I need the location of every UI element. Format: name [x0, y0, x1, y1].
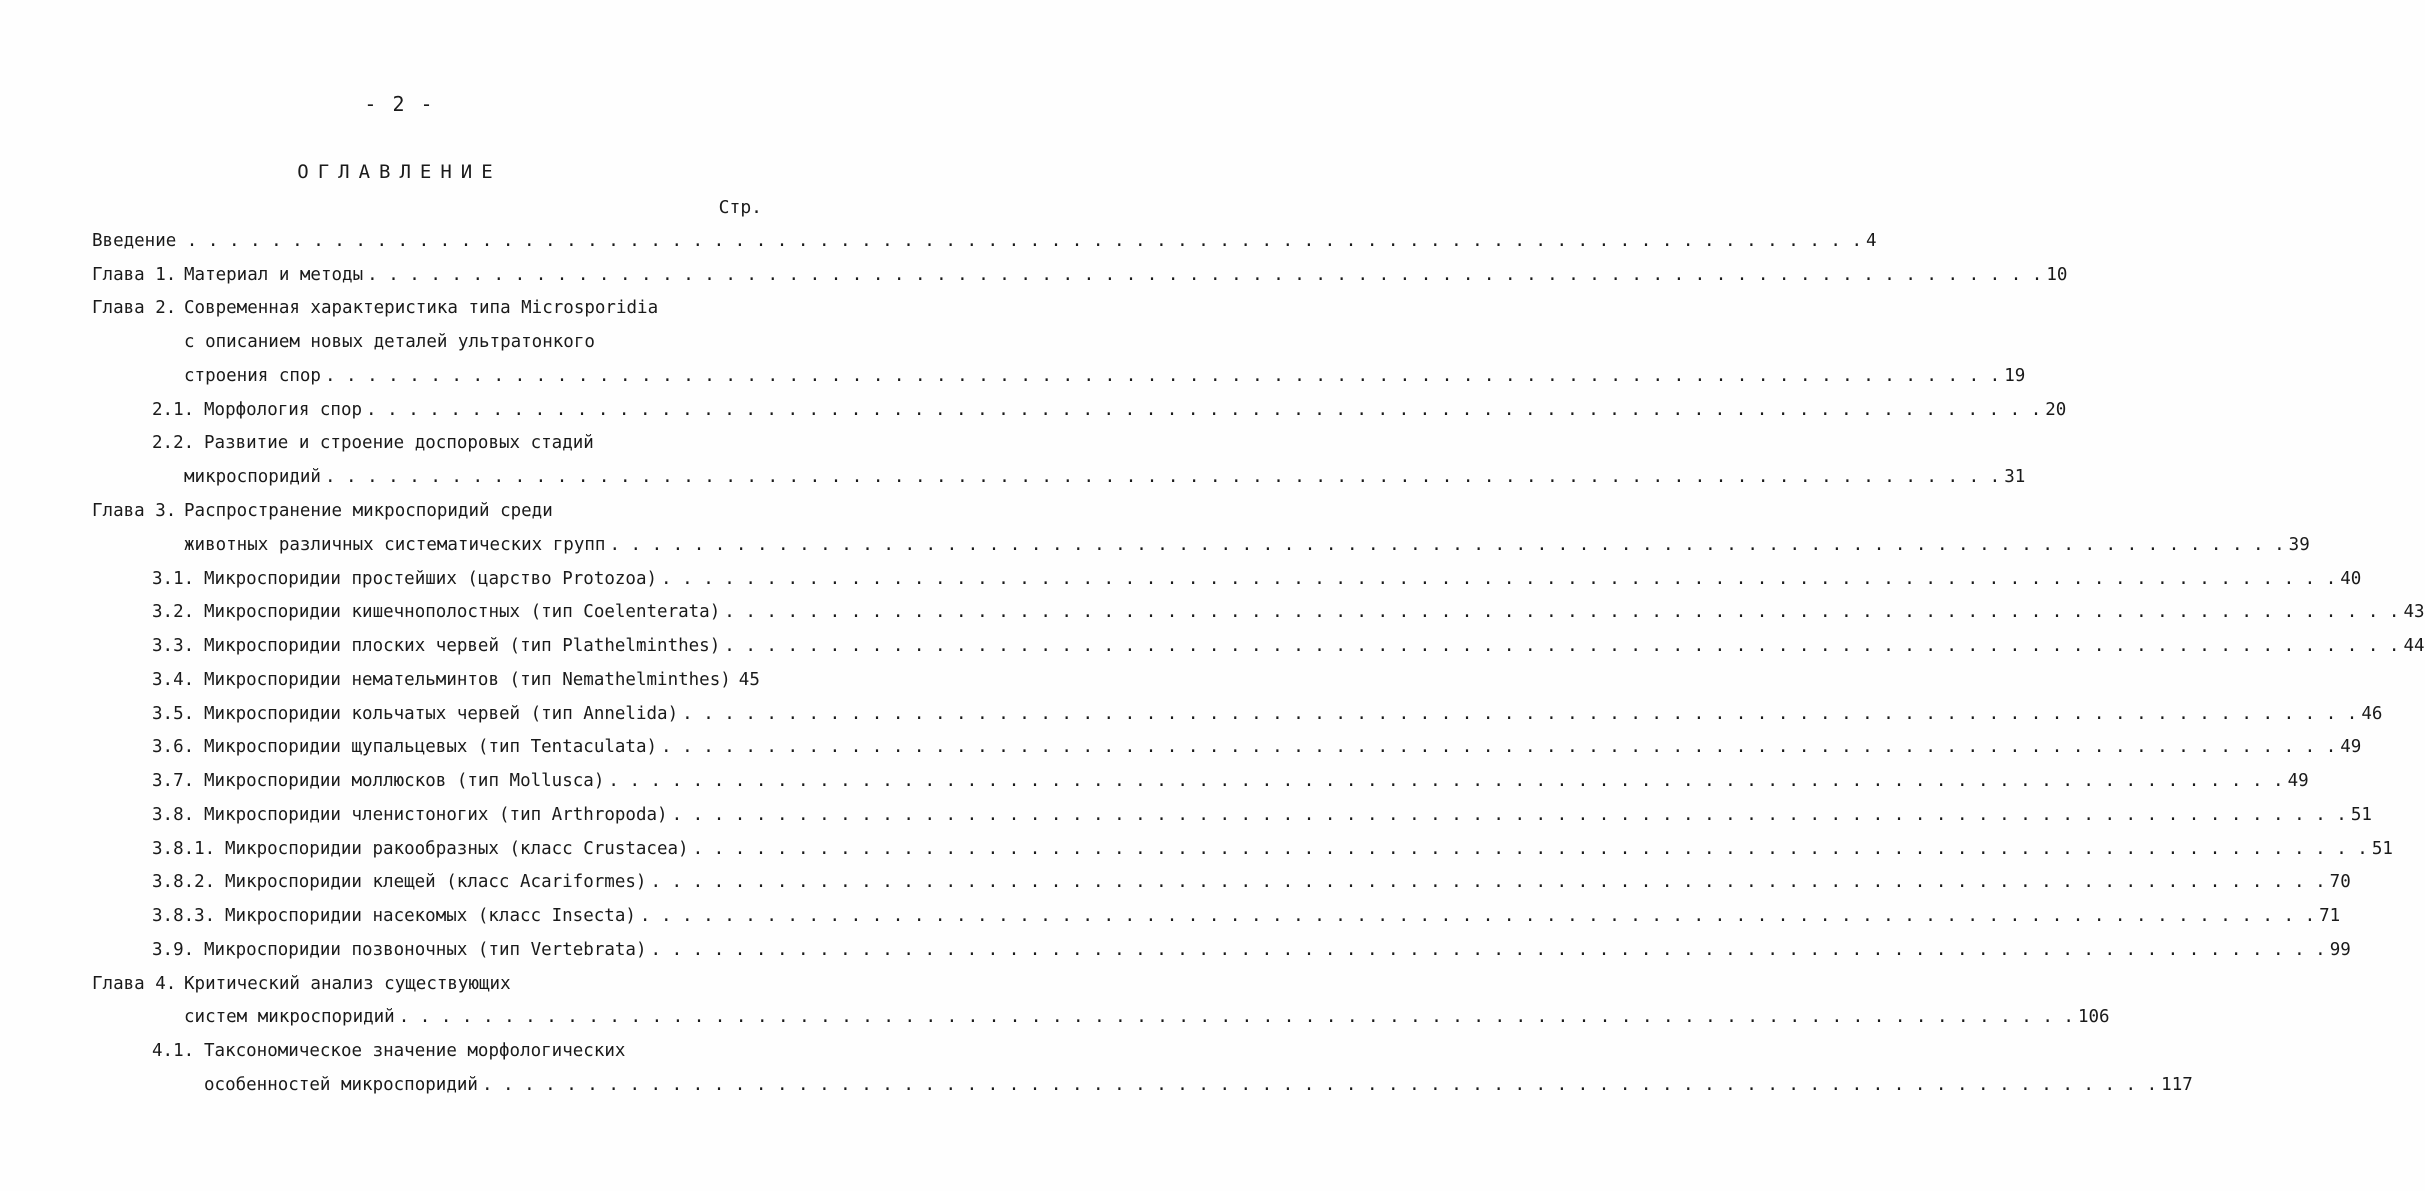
- toc-entry-title: Микроспоридии моллюсков (тип Mollusca): [204, 771, 605, 791]
- toc-entry-number: 3.1.: [152, 569, 195, 589]
- toc-page-number: 51: [2350, 805, 2372, 825]
- dot-leader: . . . . . . . . . . . . . . . . . . . . . . . . . . . . . . . . . . . . . . . . . . . . . . . . . . . . . . . . . . . . . . . . . . . . . . . . . . . . . . . .: [481, 1075, 2158, 1095]
- toc-entry-number: 3.8.: [152, 805, 195, 825]
- toc-entry-number: Глава 2.: [92, 298, 177, 318]
- toc-entry-title: Микроспоридии плоских червей (тип Plathelminthes): [204, 636, 721, 656]
- toc-entry: [184, 971, 756, 997]
- toc-entry: [204, 1072, 2193, 1098]
- toc-entry-number: Глава 1.: [92, 265, 177, 285]
- toc-entry: [204, 667, 760, 693]
- toc-page-number: 99: [2329, 940, 2351, 960]
- toc-page-number: 20: [2045, 400, 2067, 420]
- toc-entry-title: Современная характеристика типа Microsporidia: [184, 298, 659, 318]
- toc-page-number: 19: [2004, 366, 2026, 386]
- toc-entry: [204, 633, 2425, 659]
- dot-leader: . . . . . . . . . . . . . . . . . . . . . . . . . . . . . . . . . . . . . . . . . . . . . . . . . . . . . . . . . . . . . . . . . . . . . . . . . . . . . . . .: [609, 535, 2285, 555]
- toc-entry: [204, 768, 2309, 794]
- toc-entry-number: 3.8.1.: [152, 839, 216, 859]
- dot-leader: . . . . . . . . . . . . . . . . . . . . . . . . . . . . . . . . . . . . . . . . . . . . . . . . . . . . . . . . . . . . . . . . . . . . . . . . . . . . . . . .: [324, 366, 2001, 386]
- dot-leader: . . . . . . . . . . . . . . . . . . . . . . . . . . . . . . . . . . . . . . . . . . . . . . . . . . . . . . . . . . . . . . . . . . . . . . . . . . . . . . . .: [724, 602, 2400, 622]
- toc-entry-title: Морфология спор: [204, 400, 363, 420]
- toc-entry: [204, 937, 2351, 963]
- toc-entry: [225, 869, 2351, 895]
- toc-entry-number: 3.3.: [152, 636, 195, 656]
- dot-leader: . . . . . . . . . . . . . . . . . . . . . . . . . . . . . . . . . . . . . . . . . . . . . . . . . . . . . . . . . . . . . . . . . . . . . . . . . . . . . . . .: [639, 906, 2316, 926]
- toc-entry-title: Микроспоридии кольчатых червей (тип Annelida): [204, 704, 679, 724]
- dot-leader: . . . . . . . . . . . . . . . . . . . . . . . . . . . . . . . . . . . . . . . . . . . . . . . . . . . . . . . . . . . . . . . . . . . . . . . . . . . . . . . .: [682, 704, 2358, 724]
- toc-entry-title: особенностей микроспоридий: [204, 1075, 478, 1095]
- toc-entry: [204, 1038, 756, 1064]
- toc-page-number: 40: [2340, 569, 2362, 589]
- page-number: - 2 -: [364, 92, 435, 116]
- dot-leader: . . . . . . . . . . . . . . . . . . . . . . . . . . . . . . . . . . . . . . . . . . . . . . . . . . . . . . . . . . . . . . . . . . . . . . . . . . . . . . . .: [324, 467, 2001, 487]
- toc-entry: [204, 599, 2425, 625]
- toc-page-number: 106: [2077, 1007, 2110, 1027]
- page-column-header: Стр.: [718, 197, 762, 218]
- dot-leader: . . . . . . . . . . . . . . . . . . . . . . . . . . . . . . . . . . . . . . . . . . . . . . . . . . . . . . . . . . . . . . . . . . . . . . . . . . . . . . . .: [650, 940, 2326, 960]
- toc-entry: [204, 430, 756, 456]
- toc-page-number: 117: [2161, 1075, 2193, 1095]
- toc-entry-title: Микроспоридии насекомых (класс Insecta): [225, 906, 636, 926]
- toc-entry: [184, 498, 756, 524]
- toc-entry: [184, 329, 756, 355]
- toc-page-number: 71: [2319, 906, 2341, 926]
- toc-entry-number: Глава 4.: [92, 974, 177, 994]
- toc-entry: [184, 363, 2026, 389]
- toc-entry: [204, 802, 2372, 828]
- toc-entry-number: 3.4.: [152, 670, 195, 690]
- toc-entry-title: с описанием новых деталей ультратонкого: [184, 332, 595, 352]
- toc-page-number: 51: [2371, 839, 2393, 859]
- toc-entry-title: Развитие и строение доспоровых стадий: [204, 433, 594, 453]
- toc-entry-number: 3.6.: [152, 737, 195, 757]
- toc-entry-title: Микроспоридии щупальцевых (тип Tentaculata): [204, 737, 658, 757]
- toc-entry: [183, 228, 1877, 254]
- dot-leader: . . . . . . . . . . . . . . . . . . . . . . . . . . . . . . . . . . . . . . . . . . . . . . . . . . . . . . . . . . . . . . . . . . . . . . . . . . . . . . . .: [724, 636, 2400, 656]
- toc-entry-number: 3.9.: [152, 940, 195, 960]
- dot-leader: . . . . . . . . . . . . . . . . . . . . . . . . . . . . . . . . . . . . . . . . . . . . . . . . . . . . . . . . . . . . . . . . . . . . . . . . . . . . . . . .: [366, 400, 2042, 420]
- toc-entry-title: строения спор: [184, 366, 321, 386]
- toc-entry-title: Микроспоридии простейших (царство Protozoa): [204, 569, 658, 589]
- toc-entry: [204, 734, 2362, 760]
- toc-entry-number: 3.8.2.: [152, 872, 216, 892]
- toc-entry-number: 2.2.: [152, 433, 195, 453]
- toc-page-number: 10: [2046, 265, 2068, 285]
- dot-leader: . . . . . . . . . . . . . . . . . . . . . . . . . . . . . . . . . . . . . . . . . . . . . . . . . . . . . . . . . . . . . . . . . . . . . . . . . . . . . . . .: [692, 839, 2368, 859]
- toc-entry-title: Распространение микроспоридий среди: [184, 501, 553, 521]
- toc-entry-number: 3.8.3.: [152, 906, 216, 926]
- dot-leader: . . . . . . . . . . . . . . . . . . . . . . . . . . . . . . . . . . . . . . . . . . . . . . . . . . . . . . . . . . . . . . . . . . . . . . . . . . . . . . . .: [661, 737, 2337, 757]
- toc-entry: [225, 836, 2393, 862]
- toc-entry: [204, 701, 2383, 727]
- toc-entry-title: Микроспоридии позвоночных (тип Vertebrata): [204, 940, 647, 960]
- dot-leader: . . . . . . . . . . . . . . . . . . . . . . . . . . . . . . . . . . . . . . . . . . . . . . . . . . . . . . . . . . . . . . . . . . . . . . . . . . . . . . . .: [661, 569, 2337, 589]
- toc-page-number: 39: [2288, 535, 2310, 555]
- dot-leader: . . . . . . . . . . . . . . . . . . . . . . . . . . . . . . . . . . . . . . . . . . . . . . . . . . . . . . . . . . . . . . . . . . . . . . . . . . . . . . . .: [367, 265, 2043, 285]
- toc-page-number: 49: [2287, 771, 2309, 791]
- toc-entry-title: Микроспоридии кишечнополостных (тип Coelenterata): [204, 602, 721, 622]
- toc-page-number: 4: [1866, 231, 1877, 251]
- toc-entry: [184, 532, 2310, 558]
- toc-entry-number: 3.7.: [152, 771, 195, 791]
- toc-entry: [184, 464, 2026, 490]
- toc-entry: [184, 1004, 2110, 1030]
- toc-entry-title: микроспоридий: [184, 467, 321, 487]
- toc-entry-title: систем микроспоридий: [184, 1007, 395, 1027]
- toc-page-number: 43: [2403, 602, 2425, 622]
- toc-entry-number: Введение: [92, 231, 177, 251]
- toc-entry: [204, 566, 2362, 592]
- toc-page-number: 70: [2329, 872, 2351, 892]
- dot-leader: . . . . . . . . . . . . . . . . . . . . . . . . . . . . . . . . . . . . . . . . . . . . . . . . . . . . . . . . . . . . . . . . . . . . . . . . . . . . . . . .: [608, 771, 2284, 791]
- toc-entry-title: Таксономическое значение морфологических: [204, 1041, 626, 1061]
- toc-entry: [184, 262, 2068, 288]
- dot-leader: . . . . . . . . . . . . . . . . . . . . . . . . . . . . . . . . . . . . . . . . . . . . . . . . . . . . . . . . . . . . . . . . . . . . . . . . . . . . . . . .: [398, 1007, 2074, 1027]
- toc-entry-number: 4.1.: [152, 1041, 195, 1061]
- toc-entry-title: Микроспоридии членистоногих (тип Arthropoda): [204, 805, 668, 825]
- toc-entry-title: животных различных систематических групп: [184, 535, 606, 555]
- toc-entry-number: 2.1.: [152, 400, 195, 420]
- toc-page-number: 49: [2340, 737, 2362, 757]
- toc-page-number: 46: [2361, 704, 2383, 724]
- toc-entry-title: Материал и методы: [184, 265, 364, 285]
- toc-entry-title: Микроспоридии ракообразных (класс Crustacea): [225, 839, 689, 859]
- toc-entry: [225, 903, 2341, 929]
- toc-page-number: 44: [2403, 636, 2425, 656]
- toc-entry-number: 3.2.: [152, 602, 195, 622]
- toc-title: ОГЛАВЛЕНИЕ: [297, 161, 502, 183]
- toc-page-number: 45: [738, 670, 760, 690]
- toc-entry-number: Глава 3.: [92, 501, 177, 521]
- toc-entry-title: Критический анализ существующих: [184, 974, 511, 994]
- toc-entry-title: Микроспоридии немательминтов (тип Nemathelminthes): [204, 670, 731, 690]
- dot-leader: . . . . . . . . . . . . . . . . . . . . . . . . . . . . . . . . . . . . . . . . . . . . . . . . . . . . . . . . . . . . . . . . . . . . . . . . . . . . . . . .: [671, 805, 2347, 825]
- toc-entry-number: 3.5.: [152, 704, 195, 724]
- toc-entry: [204, 397, 2067, 423]
- toc-page-number: 31: [2004, 467, 2026, 487]
- dot-leader: . . . . . . . . . . . . . . . . . . . . . . . . . . . . . . . . . . . . . . . . . . . . . . . . . . . . . . . . . . . . . . . . . . . . . . . . . . . . . . . .: [650, 872, 2326, 892]
- dot-leader: . . . . . . . . . . . . . . . . . . . . . . . . . . . . . . . . . . . . . . . . . . . . . . . . . . . . . . . . . . . . . . . . . . . . . . . . . . . . . . . .: [186, 231, 1863, 251]
- toc-entry-title: Микроспоридии клещей (класс Acariformes): [225, 872, 647, 892]
- toc-entry: [184, 295, 756, 321]
